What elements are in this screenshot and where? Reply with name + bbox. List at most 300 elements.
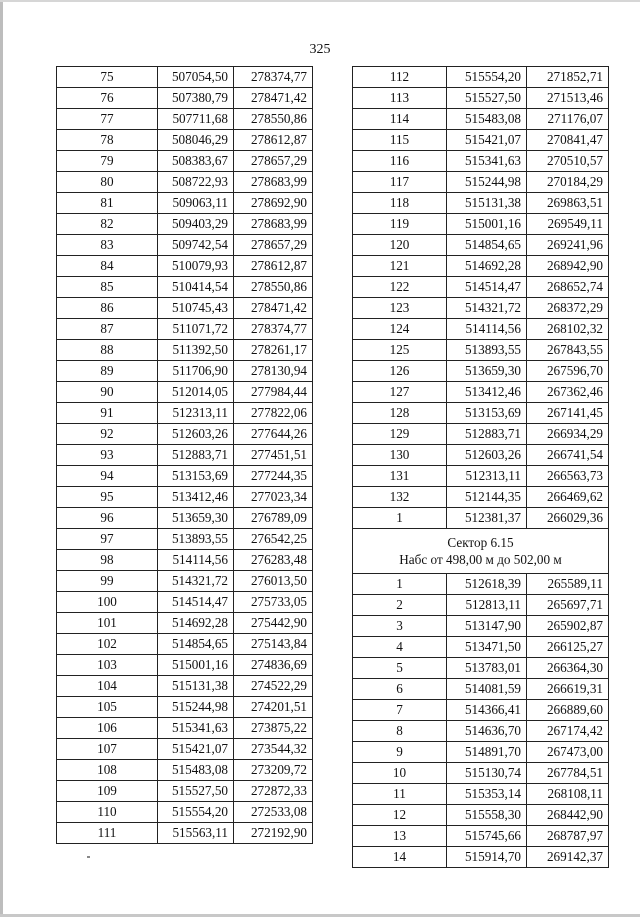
- point-number-cell: 108: [57, 760, 158, 781]
- table-row: [353, 424, 609, 445]
- table-row: [57, 256, 313, 277]
- point-number-cell: 101: [57, 613, 158, 634]
- x-coordinate-cell: 511071,72: [158, 319, 234, 340]
- x-coordinate-cell: 515914,70: [447, 847, 527, 868]
- table-row: [353, 88, 609, 109]
- point-number-cell: 93: [57, 445, 158, 466]
- table-row: [353, 805, 609, 826]
- x-coordinate-cell: 514854,65: [447, 235, 527, 256]
- table-row: [353, 340, 609, 361]
- sector-subtitle: Набс от 498,00 м до 502,00 м: [399, 552, 562, 567]
- point-number-cell: 110: [57, 802, 158, 823]
- x-coordinate-cell: 513153,69: [158, 466, 234, 487]
- x-coordinate-cell: 507711,68: [158, 109, 234, 130]
- point-number-cell: 104: [57, 676, 158, 697]
- y-coordinate-cell: 267141,45: [527, 403, 609, 424]
- sector-header: [353, 529, 609, 574]
- y-coordinate-cell: 278374,77: [234, 319, 313, 340]
- y-coordinate-cell: 267596,70: [527, 361, 609, 382]
- x-coordinate-cell: 514321,72: [158, 571, 234, 592]
- table-row: [353, 172, 609, 193]
- table-row: [353, 466, 609, 487]
- point-number-cell: 102: [57, 634, 158, 655]
- table-row: [57, 676, 313, 697]
- x-coordinate-cell: 512014,05: [158, 382, 234, 403]
- y-coordinate-cell: 278683,99: [234, 172, 313, 193]
- x-coordinate-cell: 515483,08: [447, 109, 527, 130]
- table-row: [353, 214, 609, 235]
- table-row: [353, 256, 609, 277]
- table-row: [57, 298, 313, 319]
- point-number-cell: 116: [353, 151, 447, 172]
- point-number-cell: 84: [57, 256, 158, 277]
- x-coordinate-cell: 515563,11: [158, 823, 234, 844]
- point-number-cell: 120: [353, 235, 447, 256]
- point-number-cell: 81: [57, 193, 158, 214]
- x-coordinate-cell: 515421,07: [447, 130, 527, 151]
- x-coordinate-cell: 515244,98: [447, 172, 527, 193]
- table-row: [353, 721, 609, 742]
- point-number-cell: 78: [57, 130, 158, 151]
- table-row: [353, 277, 609, 298]
- x-coordinate-cell: 512313,11: [447, 466, 527, 487]
- x-coordinate-cell: 515244,98: [158, 697, 234, 718]
- y-coordinate-cell: 274522,29: [234, 676, 313, 697]
- x-coordinate-cell: 513153,69: [447, 403, 527, 424]
- y-coordinate-cell: 278374,77: [234, 67, 313, 88]
- x-coordinate-cell: 514081,59: [447, 679, 527, 700]
- point-number-cell: 97: [57, 529, 158, 550]
- y-coordinate-cell: 266934,29: [527, 424, 609, 445]
- table-row: [57, 67, 313, 88]
- table-row: [353, 616, 609, 637]
- table-row: [57, 781, 313, 802]
- y-coordinate-cell: 271513,46: [527, 88, 609, 109]
- table-row: [57, 403, 313, 424]
- y-coordinate-cell: 274201,51: [234, 697, 313, 718]
- y-coordinate-cell: 267784,51: [527, 763, 609, 784]
- y-coordinate-cell: 267362,46: [527, 382, 609, 403]
- point-number-cell: 130: [353, 445, 447, 466]
- point-number-cell: 86: [57, 298, 158, 319]
- y-coordinate-cell: 277984,44: [234, 382, 313, 403]
- table-row: [57, 634, 313, 655]
- point-number-cell: 103: [57, 655, 158, 676]
- x-coordinate-cell: 515341,63: [158, 718, 234, 739]
- table-row: [57, 550, 313, 571]
- table-row: [57, 214, 313, 235]
- point-number-cell: 124: [353, 319, 447, 340]
- y-coordinate-cell: 275143,84: [234, 634, 313, 655]
- y-coordinate-cell: 277451,51: [234, 445, 313, 466]
- point-number-cell: 87: [57, 319, 158, 340]
- y-coordinate-cell: 269241,96: [527, 235, 609, 256]
- y-coordinate-cell: 278130,94: [234, 361, 313, 382]
- y-coordinate-cell: 268108,11: [527, 784, 609, 805]
- x-coordinate-cell: 514692,28: [158, 613, 234, 634]
- x-coordinate-cell: 514366,41: [447, 700, 527, 721]
- y-coordinate-cell: 273209,72: [234, 760, 313, 781]
- table-row: [57, 697, 313, 718]
- y-coordinate-cell: 267174,42: [527, 721, 609, 742]
- y-coordinate-cell: 277023,34: [234, 487, 313, 508]
- table-row: [353, 826, 609, 847]
- table-row: [57, 718, 313, 739]
- table-row: [57, 235, 313, 256]
- point-number-cell: 123: [353, 298, 447, 319]
- point-number-cell: 4: [353, 637, 447, 658]
- x-coordinate-cell: 510079,93: [158, 256, 234, 277]
- x-coordinate-cell: 512813,11: [447, 595, 527, 616]
- x-coordinate-cell: 515341,63: [447, 151, 527, 172]
- table-row: [57, 823, 313, 844]
- table-row: [353, 847, 609, 868]
- table-row: [57, 613, 313, 634]
- x-coordinate-cell: 515130,74: [447, 763, 527, 784]
- y-coordinate-cell: 278683,99: [234, 214, 313, 235]
- table-row: [353, 67, 609, 88]
- point-number-cell: 129: [353, 424, 447, 445]
- x-coordinate-cell: 513412,46: [447, 382, 527, 403]
- table-row: [57, 466, 313, 487]
- y-coordinate-cell: 277822,06: [234, 403, 313, 424]
- y-coordinate-cell: 270841,47: [527, 130, 609, 151]
- coordinates-table-right: [352, 66, 609, 868]
- point-number-cell: 83: [57, 235, 158, 256]
- table-row: [57, 151, 313, 172]
- y-coordinate-cell: 272872,33: [234, 781, 313, 802]
- y-coordinate-cell: 271176,07: [527, 109, 609, 130]
- x-coordinate-cell: 513893,55: [158, 529, 234, 550]
- x-coordinate-cell: 514114,56: [158, 550, 234, 571]
- x-coordinate-cell: 515554,20: [158, 802, 234, 823]
- table-row: [57, 172, 313, 193]
- table-row: [353, 130, 609, 151]
- point-number-cell: 115: [353, 130, 447, 151]
- x-coordinate-cell: 515421,07: [158, 739, 234, 760]
- x-coordinate-cell: 513147,90: [447, 616, 527, 637]
- table-row: [353, 445, 609, 466]
- point-number-cell: 107: [57, 739, 158, 760]
- point-number-cell: 10: [353, 763, 447, 784]
- table-row: [57, 802, 313, 823]
- x-coordinate-cell: 513783,01: [447, 658, 527, 679]
- x-coordinate-cell: 514514,47: [447, 277, 527, 298]
- page-number: 325: [309, 42, 331, 57]
- x-coordinate-cell: 514636,70: [447, 721, 527, 742]
- y-coordinate-cell: 271852,71: [527, 67, 609, 88]
- point-number-cell: 112: [353, 67, 447, 88]
- y-coordinate-cell: 277644,26: [234, 424, 313, 445]
- y-coordinate-cell: 266563,73: [527, 466, 609, 487]
- table-row: [353, 679, 609, 700]
- table-row: [57, 424, 313, 445]
- point-number-cell: 131: [353, 466, 447, 487]
- table-row: [353, 319, 609, 340]
- table-row: [353, 403, 609, 424]
- y-coordinate-cell: 270184,29: [527, 172, 609, 193]
- point-number-cell: 125: [353, 340, 447, 361]
- x-coordinate-cell: 515483,08: [158, 760, 234, 781]
- point-number-cell: 100: [57, 592, 158, 613]
- table-row: [353, 508, 609, 529]
- table-row: [57, 277, 313, 298]
- coordinates-table-left: [56, 66, 313, 844]
- point-number-cell: 122: [353, 277, 447, 298]
- x-coordinate-cell: 514891,70: [447, 742, 527, 763]
- table-row: [57, 382, 313, 403]
- table-row: [57, 130, 313, 151]
- table-row: [353, 658, 609, 679]
- x-coordinate-cell: 512618,39: [447, 574, 527, 595]
- point-number-cell: 105: [57, 697, 158, 718]
- point-number-cell: 127: [353, 382, 447, 403]
- y-coordinate-cell: 273544,32: [234, 739, 313, 760]
- x-coordinate-cell: 515353,14: [447, 784, 527, 805]
- point-number-cell: 11: [353, 784, 447, 805]
- table-row: [57, 571, 313, 592]
- table-row: [57, 760, 313, 781]
- x-coordinate-cell: 515131,38: [447, 193, 527, 214]
- y-coordinate-cell: 269549,11: [527, 214, 609, 235]
- x-coordinate-cell: 507054,50: [158, 67, 234, 88]
- x-coordinate-cell: 508383,67: [158, 151, 234, 172]
- x-coordinate-cell: 507380,79: [158, 88, 234, 109]
- x-coordinate-cell: 510745,43: [158, 298, 234, 319]
- point-number-cell: 91: [57, 403, 158, 424]
- point-number-cell: 2: [353, 595, 447, 616]
- y-coordinate-cell: 266029,36: [527, 508, 609, 529]
- table-row: [353, 298, 609, 319]
- point-number-cell: 8: [353, 721, 447, 742]
- table-row: [353, 700, 609, 721]
- y-coordinate-cell: 278657,29: [234, 235, 313, 256]
- point-number-cell: 111: [57, 823, 158, 844]
- y-coordinate-cell: 266619,31: [527, 679, 609, 700]
- point-number-cell: 119: [353, 214, 447, 235]
- point-number-cell: 3: [353, 616, 447, 637]
- table-row: [353, 742, 609, 763]
- table-row: [57, 361, 313, 382]
- y-coordinate-cell: 276542,25: [234, 529, 313, 550]
- point-number-cell: 77: [57, 109, 158, 130]
- y-coordinate-cell: 278692,90: [234, 193, 313, 214]
- point-number-cell: 76: [57, 88, 158, 109]
- table-row: [57, 193, 313, 214]
- point-number-cell: 88: [57, 340, 158, 361]
- x-coordinate-cell: 515131,38: [158, 676, 234, 697]
- x-coordinate-cell: 515001,16: [158, 655, 234, 676]
- y-coordinate-cell: 275733,05: [234, 592, 313, 613]
- x-coordinate-cell: 511706,90: [158, 361, 234, 382]
- table-row: [57, 592, 313, 613]
- point-number-cell: 126: [353, 361, 447, 382]
- x-coordinate-cell: 509063,11: [158, 193, 234, 214]
- x-coordinate-cell: 509742,54: [158, 235, 234, 256]
- table-row: [353, 784, 609, 805]
- table-row: [57, 739, 313, 760]
- x-coordinate-cell: 515554,20: [447, 67, 527, 88]
- point-number-cell: 109: [57, 781, 158, 802]
- y-coordinate-cell: 278471,42: [234, 298, 313, 319]
- point-number-cell: 7: [353, 700, 447, 721]
- y-coordinate-cell: 275442,90: [234, 613, 313, 634]
- x-coordinate-cell: 514114,56: [447, 319, 527, 340]
- point-number-cell: 85: [57, 277, 158, 298]
- point-number-cell: 96: [57, 508, 158, 529]
- y-coordinate-cell: 266125,27: [527, 637, 609, 658]
- y-coordinate-cell: 276789,09: [234, 508, 313, 529]
- point-number-cell: 79: [57, 151, 158, 172]
- point-number-cell: 118: [353, 193, 447, 214]
- point-number-cell: 113: [353, 88, 447, 109]
- x-coordinate-cell: 515001,16: [447, 214, 527, 235]
- y-coordinate-cell: 266741,54: [527, 445, 609, 466]
- point-number-cell: 75: [57, 67, 158, 88]
- y-coordinate-cell: 278657,29: [234, 151, 313, 172]
- table-row: [57, 88, 313, 109]
- y-coordinate-cell: 265589,11: [527, 574, 609, 595]
- point-number-cell: 94: [57, 466, 158, 487]
- x-coordinate-cell: 512144,35: [447, 487, 527, 508]
- scan-left-edge: [0, 0, 3, 917]
- point-number-cell: 80: [57, 172, 158, 193]
- point-number-cell: 90: [57, 382, 158, 403]
- table-row: [353, 574, 609, 595]
- point-number-cell: 121: [353, 256, 447, 277]
- x-coordinate-cell: 512883,71: [158, 445, 234, 466]
- table-row: [353, 235, 609, 256]
- table-row: [57, 487, 313, 508]
- y-coordinate-cell: 268442,90: [527, 805, 609, 826]
- x-coordinate-cell: 514692,28: [447, 256, 527, 277]
- table-row: [353, 637, 609, 658]
- table-row: [57, 655, 313, 676]
- table-row: [353, 487, 609, 508]
- point-number-cell: 12: [353, 805, 447, 826]
- y-coordinate-cell: 266469,62: [527, 487, 609, 508]
- table-row: [57, 529, 313, 550]
- x-coordinate-cell: 509403,29: [158, 214, 234, 235]
- point-number-cell: 9: [353, 742, 447, 763]
- y-coordinate-cell: 266364,30: [527, 658, 609, 679]
- point-number-cell: 92: [57, 424, 158, 445]
- y-coordinate-cell: 278612,87: [234, 130, 313, 151]
- y-coordinate-cell: 272533,08: [234, 802, 313, 823]
- y-coordinate-cell: 277244,35: [234, 466, 313, 487]
- table-row: [57, 109, 313, 130]
- x-coordinate-cell: 510414,54: [158, 277, 234, 298]
- table-row: [57, 445, 313, 466]
- point-number-cell: 128: [353, 403, 447, 424]
- x-coordinate-cell: 513659,30: [158, 508, 234, 529]
- table-row: [353, 109, 609, 130]
- x-coordinate-cell: 512381,37: [447, 508, 527, 529]
- y-coordinate-cell: 276013,50: [234, 571, 313, 592]
- x-coordinate-cell: 515527,50: [447, 88, 527, 109]
- x-coordinate-cell: 508046,29: [158, 130, 234, 151]
- y-coordinate-cell: 278612,87: [234, 256, 313, 277]
- y-coordinate-cell: 268102,32: [527, 319, 609, 340]
- y-coordinate-cell: 265697,71: [527, 595, 609, 616]
- sector-title: Сектор 6.15: [447, 535, 514, 550]
- x-coordinate-cell: 513659,30: [447, 361, 527, 382]
- x-coordinate-cell: 511392,50: [158, 340, 234, 361]
- y-coordinate-cell: 267843,55: [527, 340, 609, 361]
- sector-header-row: [353, 529, 609, 574]
- x-coordinate-cell: 513893,55: [447, 340, 527, 361]
- point-number-cell: 1: [353, 508, 447, 529]
- table-row: [353, 382, 609, 403]
- x-coordinate-cell: 514321,72: [447, 298, 527, 319]
- point-number-cell: 132: [353, 487, 447, 508]
- point-number-cell: 13: [353, 826, 447, 847]
- point-number-cell: 14: [353, 847, 447, 868]
- point-number-cell: 99: [57, 571, 158, 592]
- point-number-cell: 106: [57, 718, 158, 739]
- y-coordinate-cell: 278550,86: [234, 277, 313, 298]
- y-coordinate-cell: 268942,90: [527, 256, 609, 277]
- x-coordinate-cell: 515527,50: [158, 781, 234, 802]
- x-coordinate-cell: 512313,11: [158, 403, 234, 424]
- scan-speck: [87, 856, 90, 858]
- point-number-cell: 5: [353, 658, 447, 679]
- y-coordinate-cell: 270510,57: [527, 151, 609, 172]
- x-coordinate-cell: 513412,46: [158, 487, 234, 508]
- table-row: [353, 595, 609, 616]
- y-coordinate-cell: 269863,51: [527, 193, 609, 214]
- x-coordinate-cell: 512603,26: [158, 424, 234, 445]
- point-number-cell: 114: [353, 109, 447, 130]
- point-number-cell: 6: [353, 679, 447, 700]
- table-row: [353, 193, 609, 214]
- x-coordinate-cell: 514514,47: [158, 592, 234, 613]
- y-coordinate-cell: 278261,17: [234, 340, 313, 361]
- point-number-cell: 89: [57, 361, 158, 382]
- x-coordinate-cell: 514854,65: [158, 634, 234, 655]
- point-number-cell: 98: [57, 550, 158, 571]
- x-coordinate-cell: 512603,26: [447, 445, 527, 466]
- point-number-cell: 95: [57, 487, 158, 508]
- y-coordinate-cell: 268372,29: [527, 298, 609, 319]
- y-coordinate-cell: 268787,97: [527, 826, 609, 847]
- x-coordinate-cell: 512883,71: [447, 424, 527, 445]
- x-coordinate-cell: 515745,66: [447, 826, 527, 847]
- y-coordinate-cell: 267473,00: [527, 742, 609, 763]
- table-row: [57, 340, 313, 361]
- table-row: [57, 319, 313, 340]
- y-coordinate-cell: 269142,37: [527, 847, 609, 868]
- x-coordinate-cell: 513471,50: [447, 637, 527, 658]
- table-row: [57, 508, 313, 529]
- y-coordinate-cell: 278471,42: [234, 88, 313, 109]
- x-coordinate-cell: 515558,30: [447, 805, 527, 826]
- point-number-cell: 1: [353, 574, 447, 595]
- point-number-cell: 117: [353, 172, 447, 193]
- y-coordinate-cell: 265902,87: [527, 616, 609, 637]
- point-number-cell: 82: [57, 214, 158, 235]
- y-coordinate-cell: 266889,60: [527, 700, 609, 721]
- table-row: [353, 151, 609, 172]
- table-row: [353, 361, 609, 382]
- y-coordinate-cell: 268652,74: [527, 277, 609, 298]
- y-coordinate-cell: 273875,22: [234, 718, 313, 739]
- y-coordinate-cell: 276283,48: [234, 550, 313, 571]
- scan-top-edge: [0, 0, 640, 2]
- table-row: [353, 763, 609, 784]
- x-coordinate-cell: 508722,93: [158, 172, 234, 193]
- y-coordinate-cell: 274836,69: [234, 655, 313, 676]
